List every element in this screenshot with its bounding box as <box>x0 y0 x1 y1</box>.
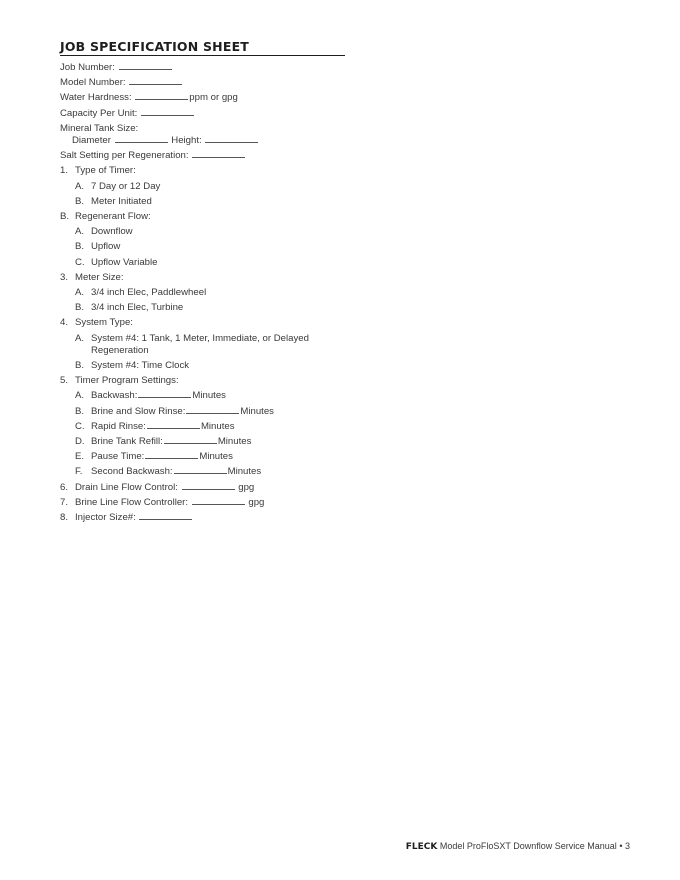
option-item <box>60 358 620 373</box>
option-item <box>60 404 620 419</box>
option-item <box>60 300 620 315</box>
setting-unit: Minutes <box>240 405 274 417</box>
option-item <box>60 255 620 270</box>
page-title: JOB SPECIFICATION SHEET <box>60 39 345 56</box>
section-number: B. <box>60 211 70 223</box>
section-number: 5. <box>60 375 69 387</box>
option-text: Meter Initiated <box>91 195 152 207</box>
option-item <box>60 434 620 449</box>
option-letter: A. <box>75 332 85 344</box>
tail-blank[interactable] <box>182 480 235 490</box>
water-hardness-field: Water Hardness: ppm or gpg <box>60 92 238 104</box>
job-number-blank[interactable] <box>119 60 172 70</box>
diameter-blank[interactable] <box>115 133 168 143</box>
option-item <box>60 194 620 209</box>
option-text: Brine and Slow Rinse: <box>91 405 186 417</box>
water-hardness-blank[interactable] <box>135 90 188 100</box>
option-letter: B. <box>75 302 85 314</box>
tail-unit: gpg <box>248 496 265 508</box>
option-item <box>60 179 620 194</box>
option-text: Downflow <box>91 226 133 238</box>
setting-unit: Minutes <box>199 451 233 463</box>
option-text: Brine Tank Refill: <box>91 436 163 448</box>
option-text: Backwash: <box>91 390 138 402</box>
tail-list <box>60 480 620 526</box>
section-heading <box>60 373 620 388</box>
model-number-blank[interactable] <box>129 75 182 85</box>
tail-number: 8. <box>60 512 69 524</box>
section-label: Timer Program Settings: <box>75 375 179 387</box>
option-text: 3/4 inch Elec, Paddlewheel <box>91 287 207 299</box>
tail-blank[interactable] <box>139 510 192 520</box>
setting-blank[interactable] <box>174 464 227 474</box>
tail-number: 7. <box>60 496 69 508</box>
option-letter: B. <box>75 195 85 207</box>
setting-unit: Minutes <box>200 420 235 432</box>
tail-item <box>60 480 620 495</box>
option-letter: B. <box>75 405 85 417</box>
capacity-blank[interactable] <box>141 106 194 116</box>
tail-label: Brine Line Flow Controller: <box>75 496 189 508</box>
setting-unit: Minutes <box>217 436 252 448</box>
section-label: Type of Timer: <box>75 165 136 177</box>
option-text: Upflow Variable <box>91 256 158 268</box>
option-item <box>60 419 620 434</box>
page-number: 3 <box>624 841 630 851</box>
section-label: Meter Size: <box>75 271 124 283</box>
option-text-continued: Regeneration <box>91 344 149 356</box>
section-number: 4. <box>60 317 69 329</box>
section-heading <box>60 270 620 285</box>
height-blank[interactable] <box>205 133 258 143</box>
option-letter: B. <box>75 241 85 253</box>
option-item <box>60 239 620 254</box>
option-text: System #4: Time Clock <box>91 360 190 372</box>
footer-brand: FLECK <box>405 842 438 852</box>
option-text: Second Backwash: <box>91 466 173 478</box>
tail-blank[interactable] <box>192 495 245 505</box>
option-text: 3/4 inch Elec, Turbine <box>91 302 184 314</box>
option-letter: F. <box>75 466 83 478</box>
capacity-field: Capacity Per Unit: <box>60 106 620 121</box>
option-item <box>60 464 620 479</box>
option-letter: A. <box>75 180 85 192</box>
setting-blank[interactable] <box>145 449 198 459</box>
section-heading <box>60 315 620 330</box>
option-letter: C. <box>75 420 85 432</box>
setting-blank[interactable] <box>186 404 239 414</box>
option-item <box>60 449 620 464</box>
sections-list <box>60 163 620 479</box>
salt-setting-field: Salt Setting per Regeneration: <box>60 148 620 163</box>
setting-blank[interactable] <box>147 419 200 429</box>
job-number-field: Job Number: <box>60 60 620 75</box>
model-number-field: Model Number: <box>60 75 620 90</box>
footer-bullet: • <box>619 841 623 851</box>
job-spec-sheet <box>60 38 620 525</box>
section-heading <box>60 163 620 178</box>
tail-item <box>60 495 620 510</box>
section-number: 1. <box>60 165 69 177</box>
option-letter: A. <box>75 226 85 238</box>
section-label: Regenerant Flow: <box>75 211 151 223</box>
option-item <box>60 388 620 403</box>
option-letter: A. <box>75 287 85 299</box>
section-label: System Type: <box>75 317 133 329</box>
setting-blank[interactable] <box>138 388 191 398</box>
option-text: 7 Day or 12 Day <box>91 180 161 192</box>
option-letter: A. <box>75 390 85 402</box>
option-letter: E. <box>75 451 85 463</box>
tail-item <box>60 510 620 525</box>
option-text: Upflow <box>91 241 121 253</box>
section-number: 3. <box>60 271 69 283</box>
footer-text: Model ProFloSXT Downflow Service Manual <box>439 841 617 851</box>
tank-dimensions-field: Diameter Height: <box>60 133 620 148</box>
tail-unit: gpg <box>238 481 255 493</box>
setting-unit: Minutes <box>192 390 226 402</box>
tail-label: Drain Line Flow Control: <box>75 481 178 493</box>
option-letter: B. <box>75 360 85 372</box>
salt-setting-blank[interactable] <box>192 148 245 158</box>
option-text: System #4: 1 Tank, 1 Meter, Immediate, or Delayed <box>91 332 309 344</box>
option-item <box>60 285 620 300</box>
option-letter: C. <box>75 256 85 268</box>
tail-label: Injector Size#: <box>75 512 136 524</box>
mineral-tank-label: Mineral Tank Size: <box>60 122 139 134</box>
option-text: Rapid Rinse: <box>91 420 146 432</box>
option-item <box>60 224 620 239</box>
option-letter: D. <box>75 436 85 448</box>
tail-number: 6. <box>60 481 69 493</box>
setting-blank[interactable] <box>164 434 217 444</box>
page-footer <box>406 841 630 852</box>
option-text: Pause Time: <box>91 451 145 463</box>
setting-unit: Minutes <box>227 466 262 478</box>
section-heading <box>60 209 620 224</box>
